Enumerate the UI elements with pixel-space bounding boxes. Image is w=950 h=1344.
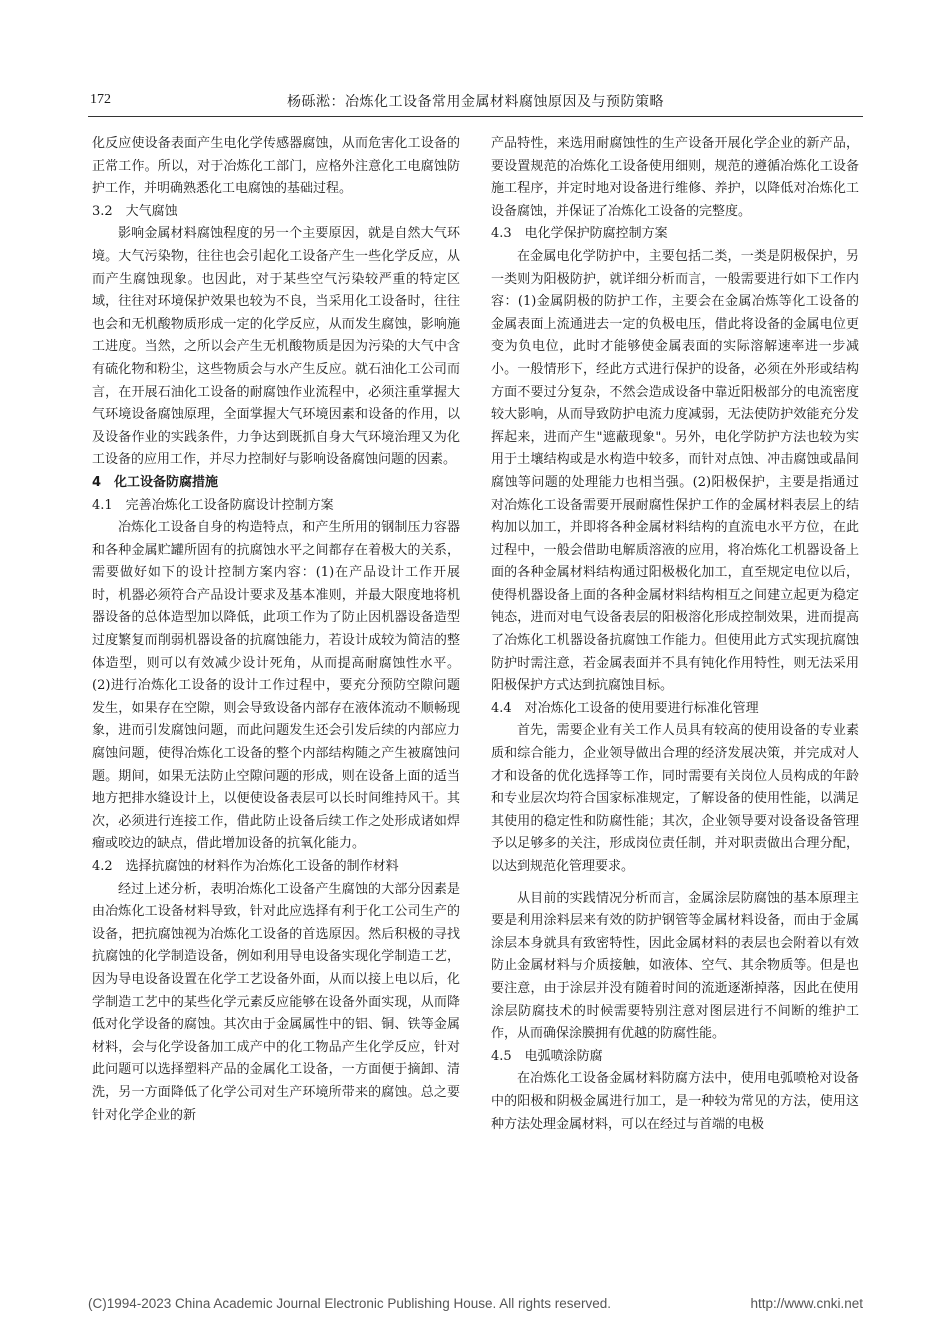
section-heading-3-2: 3.2 大气腐蚀	[92, 203, 178, 219]
page-header	[88, 88, 863, 117]
paragraph: 冶炼化工设备自身的构造特点，和产生所用的钢制压力容器和各种金属贮罐所固有的抗腐蚀水平之间都存在着极大的关系，需要做好如下的设计控制方案内容：(1)在产品设计工作开展时，机器必须符合产品设计要求及基本准则，并最大限度地将机器设备的总体造型加以降低，此项工作为了防止因机器设备造型过度繁复而削弱机器设备的抗腐蚀能力，若设计成较为简洁的整体造型，则可以有效减少设计死角，从而提高耐腐蚀性水平。(2)进行冶炼化工设备的设计工作过程中，要充分预防空隙问题发生，如果存在空隙，则会导致设备内部存在液体流动不顺畅现象，进而引发腐蚀问题，而此问题发生还会引发后续的内部应力腐蚀问题，使得冶炼化工设备的整个内部结构随之产生被腐蚀问题。期间，如果无法防止空隙问题的形成，则在设备上面的适当地方把排水缝设计上，以便使设备表层可以长时间维持风干。其次，必须进行连接工作，借此防止设备后续工作之处形成诸如焊瘤或咬边的缺点，借此增加设备的抗氧化能力。	[92, 520, 460, 852]
paragraph: 首先，需要企业有关工作人员具有较高的使用设备的专业素质和综合能力，企业领导做出合理的经济发展决策，并完成对人才和设备的优化选择等工作，同时需要有关岗位人员构成的年龄和专业层次均符合国家标准规定，了解设备的使用性能，以满足其使用的稳定性和防腐性能；其次，企业领导要对设备设备管理予以足够多的关注，形成岗位责任制，并对职责做出合理分配，以达到规范化管理要求。	[491, 723, 859, 874]
paragraph: 化反应使设备表面产生电化学传感器腐蚀，从而危害化工设备的正常工作。所以，对于冶炼化工部门，应格外注意化工电腐蚀防护工作，并明确熟悉化工电腐蚀的基础过程。	[92, 136, 460, 197]
section-heading-4-2: 4.2 选择抗腐蚀的材料作为冶炼化工设备的制作材料	[92, 859, 399, 874]
paragraph: 在冶炼化工设备金属材料防腐方法中，使用电弧喷枪对设备中的阳极和阴极金属进行加工，是一种较为常见的方法，使用这种方法处理金属材料，可以在经过与首端的电极	[491, 1071, 859, 1132]
section-heading-4: 4 化工设备防腐措施	[92, 474, 219, 490]
section-heading-4-3: 4.3 电化学保护防腐控制方案	[491, 226, 668, 242]
section-heading-4-4: 4.4 对冶炼化工设备的使用要进行标准化管理	[491, 700, 759, 716]
paragraph: 从目前的实践情况分析而言，金属涂层防腐蚀的基本原理主要是利用涂料层来有效的防护钢管等金属材料设备，而由于金属涂层本身就具有致密特性，因此金属材料的表层也会附着以有效防止金属材料与介质接触，如液体、空气、其余物质等。但是也要注意，由于涂层并没有随着时间的流逝逐渐掉落，因此在使用涂层防腐技术的时候需要特别注意对图层进行不间断的维护工作，从而确保涂膜拥有优越的防腐性能。	[491, 890, 859, 1042]
right-column	[491, 133, 859, 1136]
page-number: 172	[90, 92, 111, 107]
paragraph: 影响金属材料腐蚀程度的另一个主要原因，就是自然大气环境。大气污染物，往往也会引起化工设备产生一些化学反应，从而产生腐蚀现象。也因此，对于某些空气污染较严重的特定区域，往往对环境保护效果也较为不良，当采用化工设备时，往往也会和无机酸物质形成一定的化学反应，从而发生腐蚀，影响施工进度。当然，之所以会产生无机酸物质是因为污染的大气中含有硫化物和粉尘，这些物质会与水产生反应。就石油化工公司而言，在开展石油化工设备的耐腐蚀作业流程中，必须注重掌握大气环境设备腐蚀原理，全面掌握大气环境因素和设备的作用，以及设备作业的实践条件，力争达到既抓自身大气环境治理又为化工设备的应用工作，并尽力控制好与影响设备腐蚀问题的因素。	[92, 226, 460, 468]
paragraph: 在金属电化学防护中，主要包括二类，一类是阴极保护，另一类则为阳极防护，就详细分析而言，一般需要进行如下工作内容：(1)金属阴极的防护工作，主要会在金属冶炼等化工设备的金属表面上流通进去一定的负极电压，借此将设备的金属电位更变为负电位，此时才能够使金属表面的实际溶解速率进一步减小。一般情形下，经此方式进行保护的设备，必须在外形或结构方面不要过分复杂，不然会造成设备中靠近阳极部分的电流密度较大影响，从而导致防护电流力度减弱，无法使防护效能充分发挥起来，进而产生"遮蔽现象"。另外，电化学防护方法也较为实用于土壤结构或是水构造中较多，而针对点蚀、冲击腐蚀或晶间腐蚀等问题的处理能力也相当强。(2)阳极保护，主要是指通过对冶炼化工设备需要开展耐腐性保护工作的金属材料表层上的结构加以加工，并即将各种金属材料结构的直流电水平方位，在此过程中，一般会借助电解质溶液的应用，将冶炼化工机器设备上面的各种金属材料结构通过阳极极化加工，直至规定电位以后，使得机器设备上面的各种金属材料结构相互之间建立起更为稳定钝态，进而对电气设备表层的阳极溶化形成控制效果，进而提高了冶炼化工机器设备抗腐蚀工作能力。但使用此方式实现抗腐蚀防护时需注意，若金属表面并不具有钝化作用特性，则无法采用阳极保护方式达到抗腐蚀目标。	[491, 248, 859, 694]
copyright-notice: (C)1994-2023 China Academic Journal Electronic Publishing House. All rights reserved.	[88, 1296, 612, 1311]
paragraph: 产品特性，来选用耐腐蚀性的生产设备开展化学企业的新产品，要设置规范的冶炼化工设备使用细则，规范的遵循冶炼化工设备施工程序，并定时地对设备进行维修、养护，以降低对冶炼化工设备腐蚀，并保证了冶炼化工设备的完整度。	[491, 136, 859, 219]
cnki-link[interactable]: http://www.cnki.net	[750, 1296, 863, 1311]
running-title: 杨砾淞：冶炼化工设备常用金属材料腐蚀原因及与预防策略	[287, 94, 664, 110]
section-heading-4-1: 4.1 完善冶炼化工设备防腐设计控制方案	[92, 497, 334, 513]
paragraph: 经过上述分析，表明冶炼化工设备产生腐蚀的大部分因素是由冶炼化工设备材料导致，针对此应选择有利于化工公司生产的设备，把抗腐蚀视为冶炼化工设备的首选原因。然后积极的寻找抗腐蚀的化学制造设备，例如利用导电设备实现化学制造工艺，因为导电设备设置在化学工艺设备外面，从而以接上电以后，化学制造工艺中的某些化学元素反应能够在设备外面实现，从而降低对化学设备的腐蚀。其次由于金属属性中的铝、铜、铁等金属材料，会与化学设备加工成产中的化工物品产生化学反应，针对此问题可以选择塑料产品的金属化工设备，一方面便于摘卸、清洗，另一方面降低了化学公司对生产环境所带来的腐蚀。总之要针对化学企业的新	[92, 881, 460, 1123]
left-column	[92, 133, 460, 1127]
section-heading-4-5: 4.5 电弧喷涂防腐	[491, 1048, 603, 1064]
